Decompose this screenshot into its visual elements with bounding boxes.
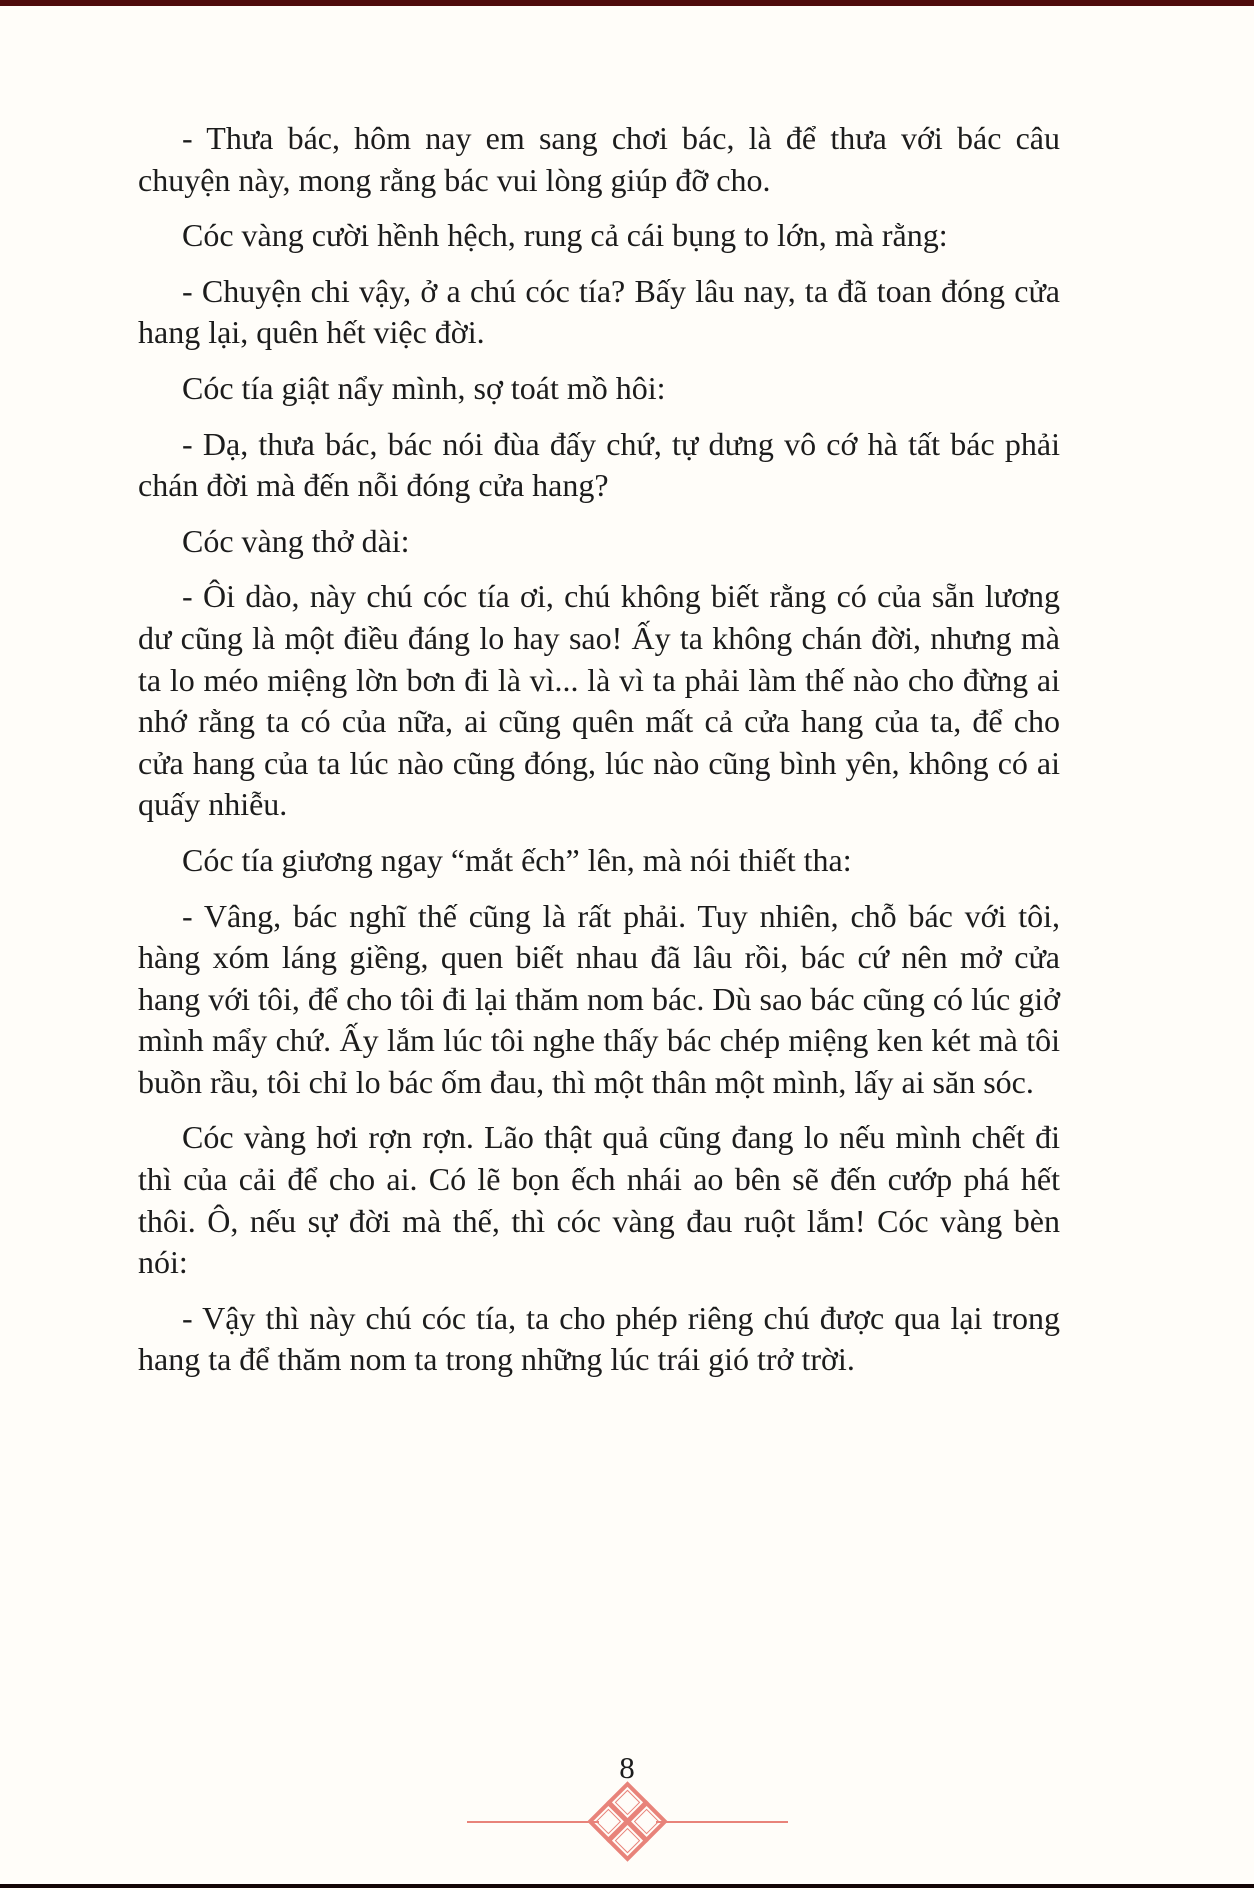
paragraph: Cóc vàng thở dài: [182, 522, 410, 559]
paragraph: - Vâng, bác nghĩ thế cũng là rất phải. Tuy nhiên, chỗ bác với tôi, hàng xóm láng giềng, quen biết nhau đã lâu rồi, bác cứ nên mở cửa hang với tôi, để cho tôi đi lại thăm nom bác. Dù sao bác cũng có lúc giở mình mẩy chứ. Ấy lắm lúc tôi nghe thấy bác chép miệng ken két mà tôi buồn rầu, tôi chỉ lo bác ốm đau, thì một thân một mình, lấy ai săn sóc. [138, 897, 1060, 1100]
ornament-rule-right [656, 1821, 788, 1823]
paragraph: Cóc tía giật nẩy mình, sợ toát mồ hôi: [182, 369, 666, 406]
top-rule [0, 0, 1254, 6]
ornament-rule-left [467, 1821, 599, 1823]
paragraph: - Ôi dào, này chú cóc tía ơi, chú không biết rằng có của sẵn lương dư cũng là một điều đáng lo hay sao! Ấy ta không chán đời, nhưng mà ta lo méo miệng lờn bơn đi là vì... là vì ta phải làm thế nào cho đừng ai nhớ rằng ta có của nữa, ai cũng quên mất cả cửa hang của ta, để cho cửa hang của ta lúc nào cũng đóng, lúc nào cũng bình yên, không có ai quấy nhiễu. [138, 578, 1060, 823]
paragraph: - Thưa bác, hôm nay em sang chơi bác, là để thưa với bác câu chuyện này, mong rằng bác vui lòng giúp đỡ cho. [138, 120, 1060, 198]
paragraph: Cóc tía giương ngay “mắt ếch” lên, mà nói thiết tha: [182, 841, 852, 878]
page-number: 8 [619, 1750, 635, 1785]
diamond-cluster-icon [587, 1781, 668, 1862]
bottom-rule [0, 1884, 1254, 1888]
paragraph: - Chuyện chi vậy, ở a chú cóc tía? Bấy lâu nay, ta đã toan đóng cửa hang lại, quên hết việc đời. [138, 272, 1060, 351]
paragraph: - Dạ, thưa bác, bác nói đùa đấy chứ, tự dưng vô cớ hà tất bác phải chán đời mà đến nỗi đóng cửa hang? [138, 425, 1060, 504]
paragraph: - Vậy thì này chú cóc tía, ta cho phép riêng chú được qua lại trong hang ta để thăm nom ta trong những lúc trái gió trở trời. [138, 1299, 1060, 1378]
paragraph: Cóc vàng cười hềnh hệch, rung cả cái bụng to lớn, mà rằng: [182, 217, 948, 254]
page-text [138, 118, 1060, 1395]
footer-ornament [0, 1793, 1254, 1850]
paragraph: Cóc vàng hơi rợn rợn. Lão thật quả cũng đang lo nếu mình chết đi thì của cải để cho ai. Có lẽ bọn ếch nhái ao bên sẽ đến cướp phá hết thôi. Ô, nếu sự đời mà thế, thì cóc vàng đau ruột lắm! Cóc vàng bèn nói: [138, 1119, 1060, 1281]
